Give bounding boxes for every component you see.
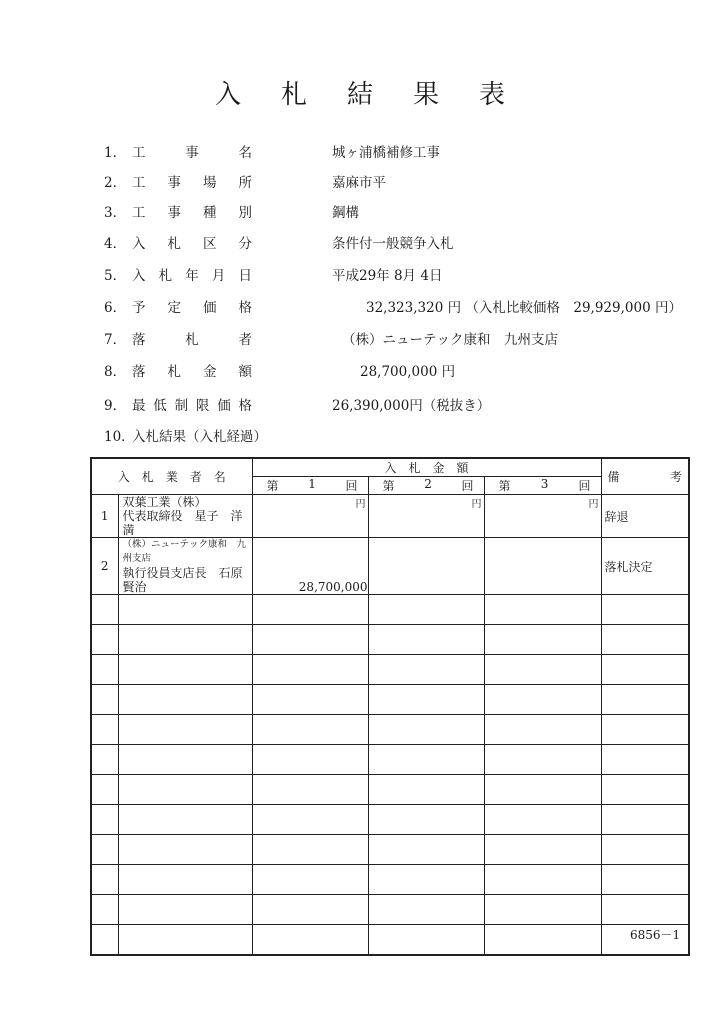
info-label-char: 別 bbox=[238, 205, 252, 221]
empty-cell bbox=[91, 865, 118, 895]
info-label-char: 札 bbox=[167, 236, 181, 252]
info-value: （株）ニューテック康和 九州支店 bbox=[342, 332, 558, 348]
empty-cell bbox=[368, 625, 484, 655]
empty-cell bbox=[484, 685, 601, 715]
info-label-char: 工 bbox=[132, 145, 146, 161]
empty-cell bbox=[252, 835, 368, 865]
info-label-char: 制 bbox=[174, 398, 189, 414]
info-row bbox=[104, 173, 386, 193]
table-row-empty bbox=[91, 715, 689, 745]
info-label bbox=[132, 330, 252, 350]
bid-amount: 28,700,000 bbox=[252, 538, 368, 595]
bidder-name bbox=[118, 495, 252, 538]
header-round-part: 回 bbox=[578, 479, 591, 493]
header-remarks-1: 備 bbox=[607, 470, 620, 484]
info-row bbox=[104, 234, 454, 254]
empty-cell bbox=[118, 895, 252, 925]
empty-cell bbox=[368, 865, 484, 895]
empty-cell bbox=[368, 835, 484, 865]
empty-cell bbox=[484, 895, 601, 925]
info-label-char: 最 bbox=[132, 398, 146, 414]
info-label-char: 落 bbox=[132, 332, 146, 348]
info-value: 32,323,320 円 （入札比較価格 29,929,000 円） bbox=[366, 300, 682, 316]
empty-cell bbox=[368, 775, 484, 805]
empty-cell bbox=[368, 595, 484, 625]
empty-cell bbox=[118, 865, 252, 895]
empty-cell bbox=[252, 775, 368, 805]
info-label bbox=[132, 298, 252, 318]
info-row bbox=[104, 330, 558, 350]
table-row bbox=[91, 495, 689, 538]
info-label-char: 入 bbox=[132, 236, 146, 252]
table-row-empty bbox=[91, 595, 689, 625]
table-row-empty bbox=[91, 775, 689, 805]
empty-cell bbox=[368, 805, 484, 835]
remarks: 辞退 bbox=[601, 495, 689, 538]
info-number: 6． bbox=[104, 300, 127, 316]
info-label-char: 落 bbox=[132, 364, 146, 380]
info-label bbox=[132, 362, 252, 382]
info-label-char: 種 bbox=[203, 205, 217, 221]
info-value: 28,700,000 円 bbox=[360, 364, 456, 380]
empty-cell bbox=[601, 715, 689, 745]
empty-cell bbox=[252, 715, 368, 745]
title-char: 札 bbox=[280, 80, 307, 110]
info-label-char: 格 bbox=[238, 398, 252, 414]
info-label bbox=[132, 173, 252, 193]
page-title bbox=[0, 74, 720, 111]
info-label bbox=[132, 234, 252, 254]
info-label-char: 価 bbox=[203, 300, 217, 316]
bid-results-table bbox=[90, 457, 690, 956]
info-label-char: 場 bbox=[203, 175, 217, 191]
empty-cell bbox=[601, 655, 689, 685]
info-value: 26,390,000円（税抜き） bbox=[332, 398, 491, 414]
info-label-char: 年 bbox=[185, 268, 199, 284]
empty-cell bbox=[484, 835, 601, 865]
bid-amount bbox=[484, 538, 601, 595]
empty-cell bbox=[91, 835, 118, 865]
empty-cell bbox=[484, 745, 601, 775]
empty-cell bbox=[484, 865, 601, 895]
info-row bbox=[104, 266, 443, 286]
bidder-representative: 執行役員支店長 石原 賢治 bbox=[122, 566, 255, 594]
info-label-char: 分 bbox=[238, 236, 252, 252]
info-label-char: 予 bbox=[132, 300, 146, 316]
info-value: 平成29年 8月 4日 bbox=[332, 268, 443, 284]
info-label-char: 札 bbox=[185, 332, 199, 348]
info-label-char: 低 bbox=[153, 398, 167, 414]
info-label-char: 札 bbox=[158, 268, 173, 284]
table-row-empty bbox=[91, 745, 689, 775]
header-round-part: 3 bbox=[540, 477, 549, 491]
empty-cell bbox=[91, 775, 118, 805]
info-number: 9． bbox=[104, 398, 127, 414]
empty-cell bbox=[368, 685, 484, 715]
empty-cell bbox=[484, 925, 601, 955]
header-round-part: 第 bbox=[498, 479, 511, 493]
empty-cell bbox=[252, 895, 368, 925]
title-char: 果 bbox=[413, 80, 440, 110]
info-row bbox=[104, 427, 267, 447]
empty-cell bbox=[252, 625, 368, 655]
bidder-representative: 代表取締役 星子 洋満 bbox=[122, 509, 243, 537]
header-amount: 入 札 金 額 bbox=[252, 458, 601, 477]
bid-amount: 円 bbox=[368, 495, 484, 538]
info-value: 嘉麻市平 bbox=[332, 175, 386, 191]
title-char: 入 bbox=[214, 80, 241, 110]
table-row-empty bbox=[91, 655, 689, 685]
empty-cell bbox=[601, 685, 689, 715]
header-remarks-2: 考 bbox=[670, 470, 683, 484]
empty-cell bbox=[91, 685, 118, 715]
empty-cell bbox=[118, 715, 252, 745]
info-label-char: 金 bbox=[203, 364, 217, 380]
info-label-char: 価 bbox=[217, 398, 231, 414]
empty-cell bbox=[601, 625, 689, 655]
info-label-char: 事 bbox=[185, 145, 199, 161]
empty-cell bbox=[118, 925, 252, 955]
empty-cell bbox=[252, 685, 368, 715]
empty-cell bbox=[368, 655, 484, 685]
bid-amount bbox=[368, 538, 484, 595]
title-char: 結 bbox=[346, 80, 373, 110]
bidder-company: （株）ニューテック康和 九州支店 bbox=[122, 539, 247, 564]
empty-cell bbox=[91, 595, 118, 625]
empty-cell bbox=[118, 655, 252, 685]
empty-cell bbox=[368, 895, 484, 925]
header-round bbox=[252, 477, 368, 495]
empty-cell bbox=[118, 745, 252, 775]
info-label-char: 事 bbox=[167, 205, 181, 221]
info-row bbox=[104, 396, 491, 416]
info-value: 鋼構 bbox=[332, 205, 359, 221]
table-row-empty bbox=[91, 895, 689, 925]
empty-cell bbox=[601, 775, 689, 805]
info-label-char: 入札結果（入札経過） bbox=[132, 429, 267, 445]
info-label-char: 所 bbox=[238, 175, 252, 191]
table-row bbox=[91, 538, 689, 595]
empty-cell bbox=[601, 835, 689, 865]
empty-cell bbox=[91, 625, 118, 655]
empty-cell bbox=[252, 865, 368, 895]
title-char: 表 bbox=[479, 80, 506, 110]
info-number: 10． bbox=[104, 429, 135, 445]
header-round-part: 第 bbox=[266, 479, 279, 493]
empty-cell bbox=[368, 745, 484, 775]
info-label-char: 額 bbox=[238, 364, 252, 380]
info-label-char: 定 bbox=[167, 300, 181, 316]
info-label-char: 月 bbox=[211, 268, 226, 284]
info-label-char: 格 bbox=[238, 300, 252, 316]
info-number: 8． bbox=[104, 364, 127, 380]
table-row-empty bbox=[91, 805, 689, 835]
info-label-char: 日 bbox=[238, 268, 252, 284]
empty-cell bbox=[252, 745, 368, 775]
empty-cell bbox=[601, 895, 689, 925]
empty-cell bbox=[368, 715, 484, 745]
empty-cell bbox=[484, 775, 601, 805]
empty-cell bbox=[252, 805, 368, 835]
remarks: 落札決定 bbox=[601, 538, 689, 595]
bid-amount: 円 bbox=[484, 495, 601, 538]
bidder-name bbox=[118, 538, 255, 595]
empty-cell bbox=[118, 805, 252, 835]
info-value: 条件付一般競争入札 bbox=[332, 236, 454, 252]
table-row-empty bbox=[91, 625, 689, 655]
empty-cell bbox=[91, 805, 118, 835]
info-label-char: 工 bbox=[132, 175, 146, 191]
info-row bbox=[104, 298, 682, 318]
table-row-empty bbox=[91, 865, 689, 895]
header-round-part: 回 bbox=[345, 479, 358, 493]
info-value: 城ヶ浦橋補修工事 bbox=[332, 145, 440, 161]
info-number: 7． bbox=[104, 332, 127, 348]
document-code: 6856－1 bbox=[630, 928, 681, 942]
info-label bbox=[132, 396, 252, 416]
info-row bbox=[104, 203, 359, 223]
info-label bbox=[132, 427, 267, 447]
row-number: 1 bbox=[91, 495, 118, 538]
header-round-part: 2 bbox=[424, 477, 432, 491]
table-row-empty bbox=[91, 835, 689, 865]
empty-cell bbox=[91, 715, 118, 745]
empty-cell bbox=[484, 595, 601, 625]
info-number: 5． bbox=[104, 268, 127, 284]
empty-cell bbox=[601, 805, 689, 835]
header-round-part: 回 bbox=[461, 479, 474, 493]
info-row bbox=[104, 362, 456, 382]
empty-cell bbox=[252, 595, 368, 625]
empty-cell bbox=[484, 805, 601, 835]
empty-cell bbox=[484, 715, 601, 745]
info-label-char: 入 bbox=[132, 268, 146, 284]
info-label-char: 札 bbox=[167, 364, 181, 380]
info-label-char: 工 bbox=[132, 205, 146, 221]
empty-cell bbox=[601, 745, 689, 775]
info-label bbox=[132, 266, 252, 286]
info-label-char: 名 bbox=[238, 145, 252, 161]
header-bidder: 入 札 業 者 名 bbox=[91, 458, 252, 495]
empty-cell bbox=[118, 835, 252, 865]
info-label-char: 区 bbox=[203, 236, 217, 252]
info-label-char: 限 bbox=[195, 398, 210, 414]
empty-cell bbox=[484, 655, 601, 685]
info-number: 1． bbox=[104, 145, 127, 161]
info-label-char: 者 bbox=[238, 332, 252, 348]
info-label-char: 事 bbox=[167, 175, 181, 191]
empty-cell bbox=[118, 775, 252, 805]
info-number: 3． bbox=[104, 205, 127, 221]
header-round-part: 第 bbox=[382, 479, 395, 493]
empty-cell bbox=[601, 595, 689, 625]
empty-cell bbox=[601, 865, 689, 895]
empty-cell bbox=[91, 925, 118, 955]
empty-cell bbox=[118, 625, 252, 655]
empty-cell bbox=[252, 655, 368, 685]
header-round bbox=[368, 477, 484, 495]
info-number: 4． bbox=[104, 236, 127, 252]
header-remarks bbox=[601, 458, 689, 495]
info-label bbox=[132, 143, 252, 163]
table-row-empty bbox=[91, 685, 689, 715]
info-number: 2． bbox=[104, 175, 127, 191]
bid-amount: 円 bbox=[252, 495, 368, 538]
table-row-empty bbox=[91, 925, 689, 955]
info-label bbox=[132, 203, 252, 223]
empty-cell bbox=[91, 655, 118, 685]
empty-cell bbox=[368, 925, 484, 955]
header-round bbox=[484, 477, 601, 495]
bidder-company: 双葉工業（株） bbox=[122, 495, 207, 509]
empty-cell bbox=[484, 625, 601, 655]
empty-cell bbox=[118, 595, 252, 625]
empty-cell bbox=[252, 925, 368, 955]
row-number: 2 bbox=[91, 538, 118, 595]
empty-cell bbox=[91, 745, 118, 775]
empty-cell bbox=[91, 895, 118, 925]
info-row bbox=[104, 143, 440, 163]
header-round-part: 1 bbox=[308, 477, 316, 491]
empty-cell bbox=[118, 685, 252, 715]
